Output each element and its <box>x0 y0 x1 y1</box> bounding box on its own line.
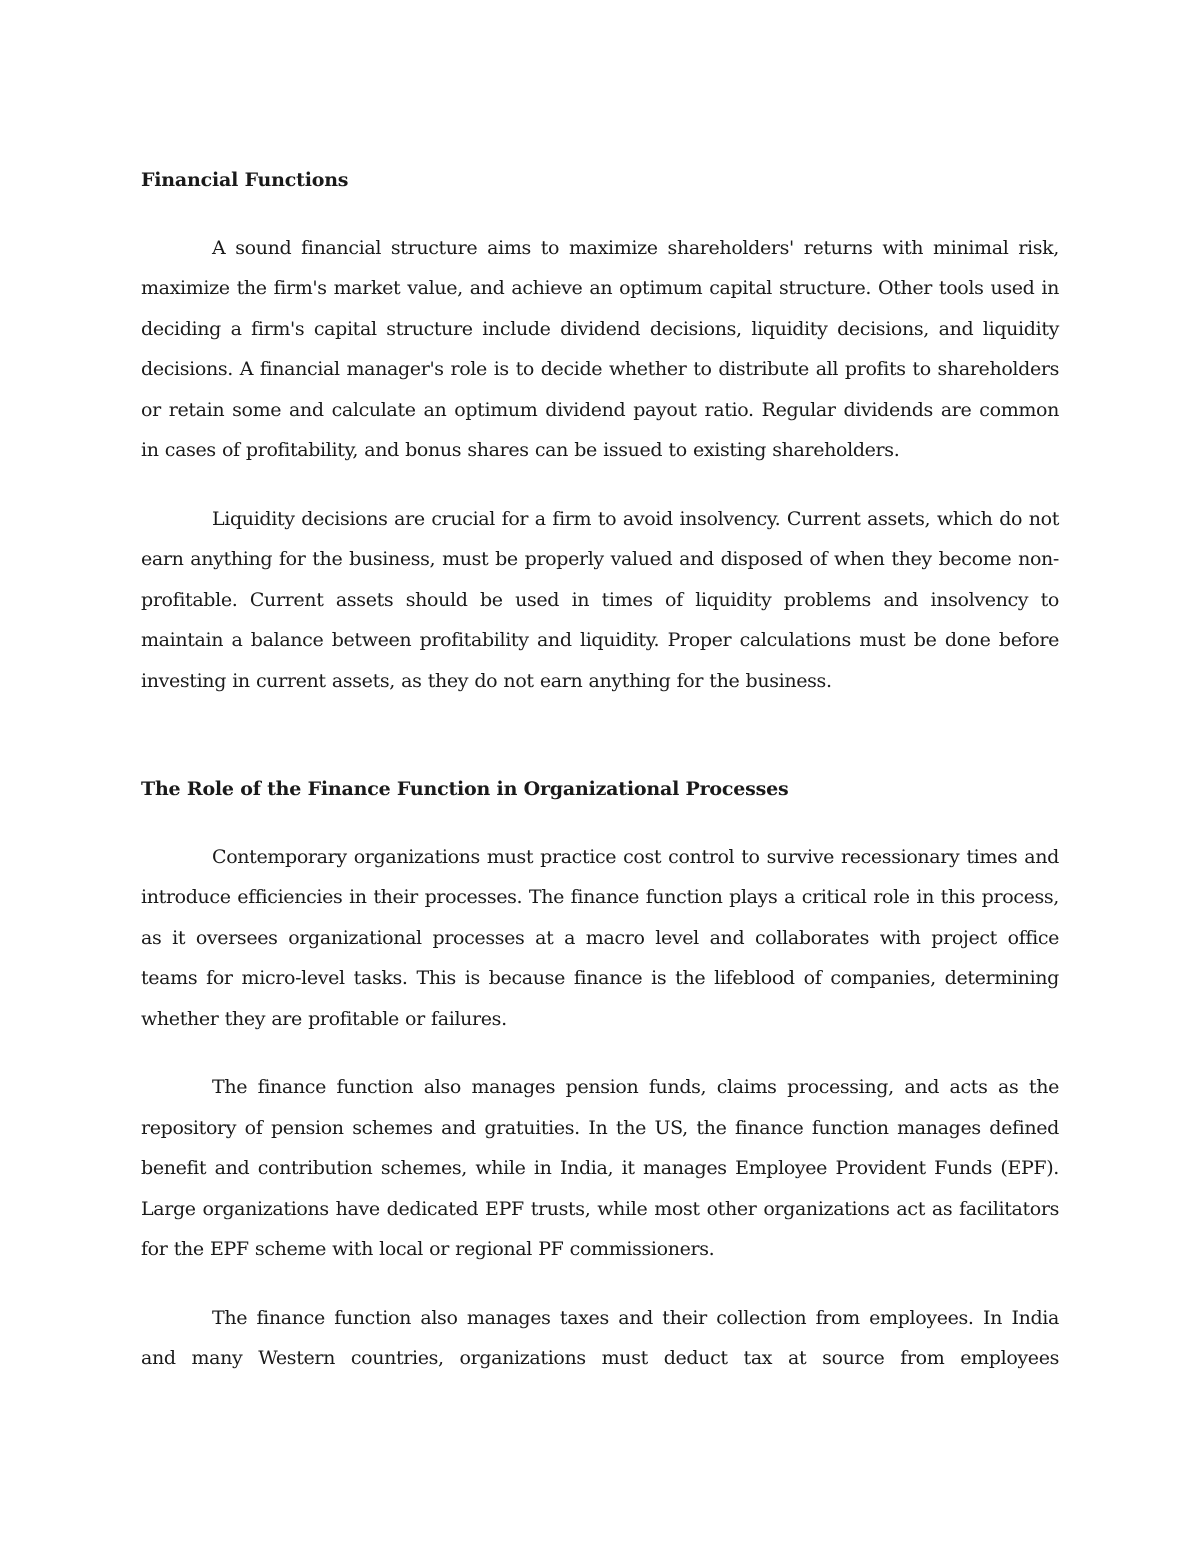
paragraph: Liquidity decisions are crucial for a firm to avoid insolvency. Current assets, which do not earn anything for the business, must be properly valued and disposed of when they become non-profitable. Current assets should be used in times of liquidity problems and insolvency to maintain a balance between profitability and liquidity. Proper calculations must be done before investing in current assets, as they do not earn anything for the business. <box>141 507 1059 692</box>
paragraph: A sound financial structure aims to maximize shareholders' returns with minimal risk, maximize the firm's market value, and achieve an optimum capital structure. Other tools used in deciding a firm's capital structure include dividend decisions, liquidity decisions, and liquidity decisions. A financial manager's role is to decide whether to distribute all profits to shareholders or retain some and calculate an optimum dividend payout ratio. Regular dividends are common in cases of profitability, and bonus shares can be issued to existing shareholders. <box>141 236 1059 461</box>
paragraph: Contemporary organizations must practice cost control to survive recessionary times and introduce efficiencies in their processes. The finance function plays a critical role in this process, as it oversees organizational processes at a macro level and collaborates with project office teams for micro-level tasks. This is because finance is the lifeblood of companies, determining whether they are profitable or failures. <box>141 845 1059 1030</box>
paragraph: The finance function also manages taxes and their collection from employees. In India and many Western countries, organizations must deduct tax at source from employees <box>141 1306 1059 1369</box>
document-body <box>141 160 1059 1379</box>
section-heading-financial-functions: Financial Functions <box>141 169 349 191</box>
section-heading-role-of-finance-function: The Role of the Finance Function in Organizational Processes <box>141 778 789 800</box>
paragraph: The finance function also manages pension funds, claims processing, and acts as the repository of pension schemes and gratuities. In the US, the finance function manages defined benefit and contribution schemes, while in India, it manages Employee Provident Funds (EPF). Large organizations have dedicated EPF trusts, while most other organizations act as facilitators for the EPF scheme with local or regional PF commissioners. <box>141 1076 1059 1260</box>
